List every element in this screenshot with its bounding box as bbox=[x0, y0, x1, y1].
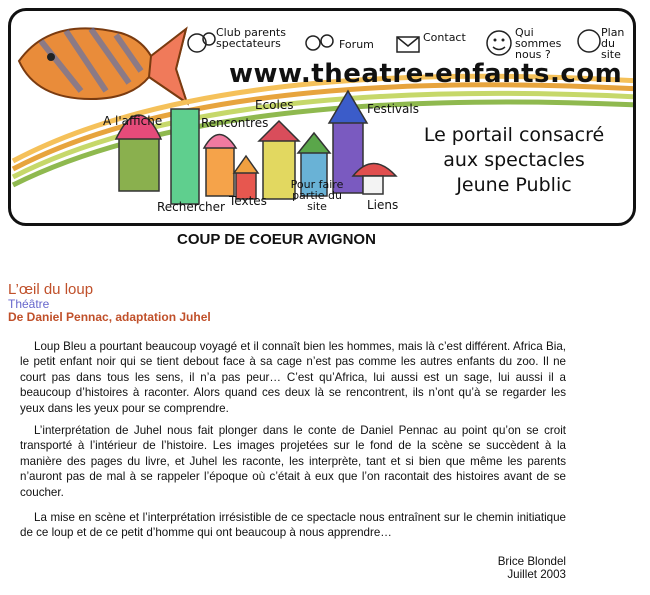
show-author: De Daniel Pennac, adaptation Juhel bbox=[8, 310, 211, 324]
nav-contact-label: Contact bbox=[423, 31, 466, 44]
category-ecoles[interactable]: Ecoles bbox=[255, 98, 294, 112]
tagline-line-1: Le portail consacré bbox=[423, 124, 605, 146]
article-paragraph-2: L’interprétation de Juhel nous fait plonger dans le conte de Daniel Pennac au point qu’on se croit transporté à l’intérieur de l’histoire. Les images projetées sur le fond de la scène se succèdent à la manière des pages du livre, et Juhel les raconte, les interprète, tant et si bien que même les parents n’auront pas de mal à se rappeler l’époque où c’était à eux que l’on racontait des histoires avant de se coucher. bbox=[20, 424, 566, 499]
site-banner bbox=[8, 8, 636, 226]
nav-club-label: Club parents spectateurs bbox=[216, 26, 286, 50]
contact-envelope-icon bbox=[397, 37, 419, 52]
tagline-line-2: aux spectacles bbox=[443, 149, 585, 171]
nav-qui-sommes-nous[interactable] bbox=[515, 27, 569, 60]
category-pour-faire-partie[interactable]: Pour faire partie du site bbox=[290, 178, 344, 213]
section-heading: COUP DE COEUR AVIGNON bbox=[177, 231, 376, 248]
category-liens[interactable]: Liens bbox=[367, 198, 399, 212]
article-paragraph-1: Loup Bleu a pourtant beaucoup voyagé et il connaît bien les hommes, mais là c’est différent. Africa Bia, le petit enfant noir qui se tient debout face à sa cage n’est pas comme les autres enfants du zoo. Il ne court pas dans tous les sens, il n’a pas peur… C’est qu’Africa, lui aussi est un sage, lui aussi il a beaucoup d’histoires à raconter. Alors quand ces deux là se rencontrent, ils n’ont qu’à se regarder les yeux dans les yeux pour se comprendre. bbox=[20, 340, 566, 415]
tagline bbox=[399, 123, 629, 198]
nav-forum-label: Forum bbox=[339, 38, 374, 51]
smiley-icon bbox=[487, 31, 511, 55]
forum-icon bbox=[306, 35, 333, 50]
show-genre: Théâtre bbox=[8, 297, 50, 311]
nav-qui-label: Qui sommes nous ? bbox=[515, 26, 562, 61]
nav-club-parents[interactable] bbox=[216, 27, 296, 49]
signature bbox=[498, 555, 566, 581]
site-url[interactable]: www.theatre-enfants.com bbox=[229, 59, 623, 89]
nav-plan-label: Plan du site bbox=[601, 26, 625, 61]
category-rechercher[interactable]: Rechercher bbox=[157, 200, 225, 214]
nav-forum[interactable] bbox=[339, 39, 374, 50]
fish-icon bbox=[19, 28, 187, 103]
plan-icon bbox=[578, 30, 600, 52]
category-rencontres[interactable]: Rencontres bbox=[201, 116, 269, 130]
nav-contact[interactable] bbox=[423, 32, 466, 43]
club-icon bbox=[188, 33, 215, 52]
tagline-line-3: Jeune Public bbox=[456, 174, 572, 196]
category-a-laffiche[interactable]: A l'affiche bbox=[103, 114, 163, 128]
nav-plan-du-site[interactable] bbox=[601, 27, 633, 60]
signature-name: Brice Blondel bbox=[497, 555, 566, 568]
category-textes[interactable]: Textes bbox=[229, 194, 267, 208]
category-festivals[interactable]: Festivals bbox=[367, 102, 419, 116]
show-title: L’œil du loup bbox=[8, 281, 94, 298]
article-paragraph-3: La mise en scène et l’interprétation irrésistible de ce spectacle nous entraînent sur le chemin initiatique de ce loup et de ce petit d’homme qui ont beaucoup à nous apprendre… bbox=[20, 511, 566, 540]
signature-date: Juillet 2003 bbox=[507, 568, 566, 581]
